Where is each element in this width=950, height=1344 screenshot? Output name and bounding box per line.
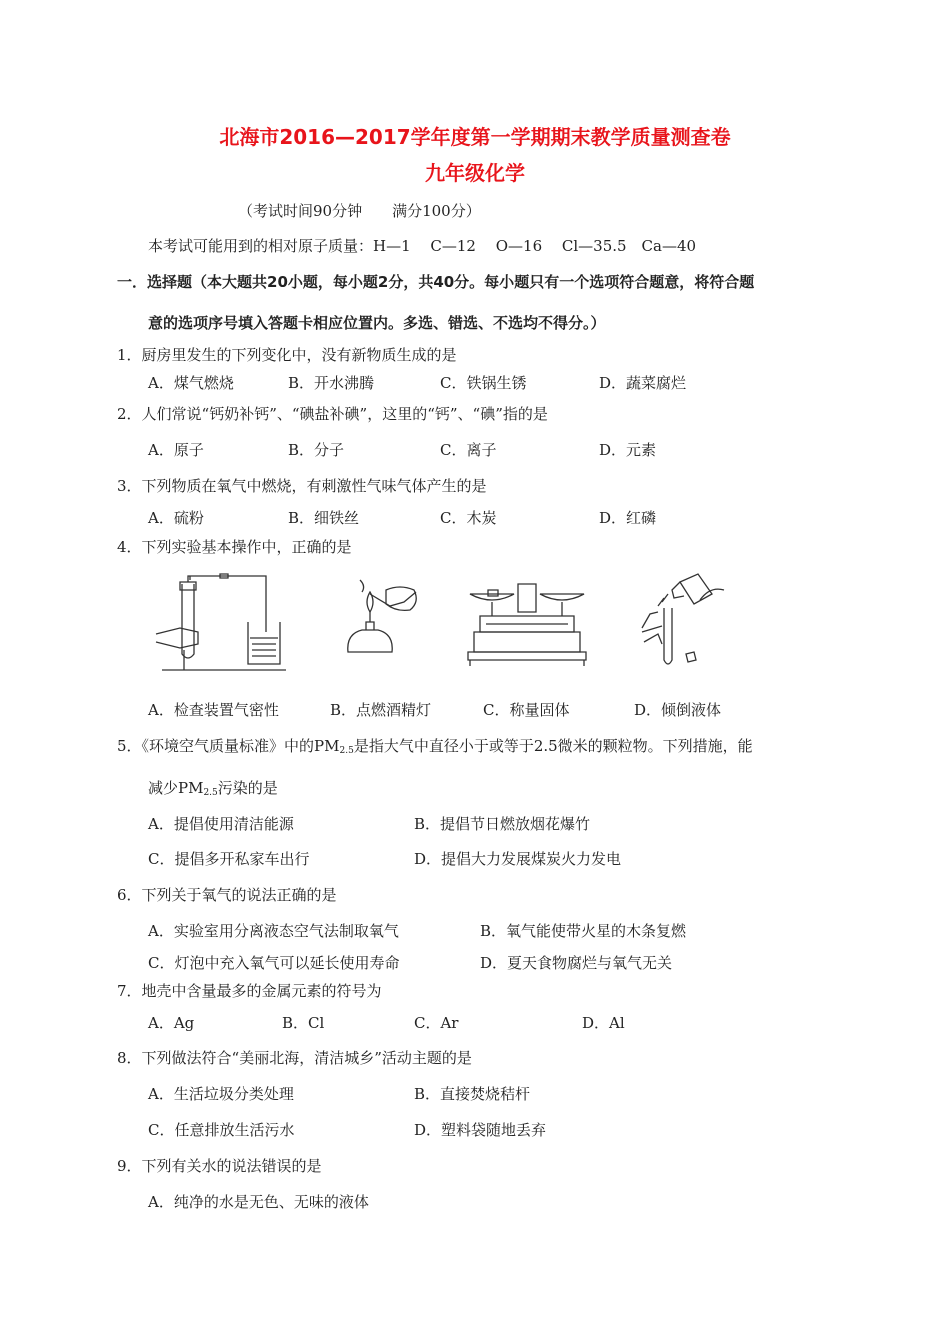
q5-option-c: C．提倡多开私家车出行 — [148, 850, 310, 868]
pouring-liquid-illustration — [628, 572, 728, 672]
q2-option-b: B．分子 — [288, 441, 345, 459]
q8-option-a: A．生活垃圾分类处理 — [148, 1085, 294, 1103]
alcohol-lamp-illustration — [330, 572, 430, 672]
exam-info: （考试时间90分钟 满分100分） — [238, 202, 481, 220]
question-5-stem-cont: 减少$PM_{2.5}$污染的是 — [148, 779, 278, 798]
q3-option-d: D．红磷 — [599, 509, 657, 527]
balance-illustration — [462, 572, 592, 672]
question-2-stem: 2．人们常说“钙奶补钙”、“碘盐补碘”，这里的“钙”、“碘”指的是 — [117, 405, 548, 423]
q1-option-d: D．蔬菜腐烂 — [599, 374, 687, 392]
q1-option-b: B．开水沸腾 — [288, 374, 375, 392]
q8-option-d: D．塑料袋随地丢弃 — [414, 1121, 547, 1139]
page-title: 北海市2016—2017学年度第一学期期末教学质量测查卷 — [219, 125, 731, 149]
q7-option-d: D．Al — [582, 1014, 625, 1032]
q7-option-a: A．Ag — [148, 1014, 195, 1032]
q8-option-c: C．任意排放生活污水 — [148, 1121, 295, 1139]
question-3-stem: 3．下列物质在氧气中燃烧，有刺激性气味气体产生的是 — [117, 477, 487, 495]
atomic-mass-info: 本考试可能用到的相对原子质量：H—1 C—12 O—16 Cl—35.5 Ca—40 — [148, 237, 697, 255]
question-1-stem: 1．厨房里发生的下列变化中，没有新物质生成的是 — [117, 346, 457, 364]
q6-option-a: A．实验室用分离液态空气法制取氧气 — [148, 922, 399, 940]
question-9-stem: 9．下列有关水的说法错误的是 — [117, 1157, 322, 1175]
q7-option-b: B．Cl — [282, 1014, 325, 1032]
q5-option-b: B．提倡节日燃放烟花爆竹 — [414, 815, 591, 833]
question-6-stem: 6．下列关于氧气的说法正确的是 — [117, 886, 337, 904]
q2-option-a: A．原子 — [148, 441, 204, 459]
question-7-stem: 7．地壳中含量最多的金属元素的符号为 — [117, 982, 382, 1000]
page-subtitle: 九年级化学 — [425, 161, 525, 185]
q4-option-c: C．称量固体 — [483, 701, 570, 719]
q9-option-a: A．纯净的水是无色、无味的液体 — [148, 1193, 369, 1211]
q6-option-d: D．夏天食物腐烂与氧气无关 — [480, 954, 673, 972]
q6-option-b: B．氧气能使带火星的木条复燃 — [480, 922, 687, 940]
q7-option-c: C．Ar — [414, 1014, 459, 1032]
question-5-stem: 5．《环境空气质量标准》中的$PM_{2.5}$是指大气中直径小于或等于2.5微米的颗粒物。下列措施，能 — [117, 737, 753, 756]
q1-option-a: A．煤气燃烧 — [148, 374, 234, 392]
q4-option-d: D．倾倒液体 — [634, 701, 722, 719]
q8-option-b: B．直接焚烧秸杆 — [414, 1085, 531, 1103]
question-4-stem: 4．下列实验基本操作中，正确的是 — [117, 538, 352, 556]
q4-option-a: A．检查装置气密性 — [148, 701, 279, 719]
q5-option-d: D．提倡大力发展煤炭火力发电 — [414, 850, 622, 868]
airtightness-check-illustration — [150, 572, 290, 672]
q3-option-a: A．硫粉 — [148, 509, 204, 527]
q3-option-b: B．细铁丝 — [288, 509, 360, 527]
section-heading-cont: 意的选项序号填入答题卡相应位置内。多选、错选、不选均不得分。） — [148, 314, 606, 332]
q4-option-b: B．点燃酒精灯 — [330, 701, 432, 719]
q2-option-c: C．离子 — [440, 441, 497, 459]
q6-option-c: C．灯泡中充入氧气可以延长使用寿命 — [148, 954, 400, 972]
q3-option-c: C．木炭 — [440, 509, 497, 527]
q1-option-c: C．铁锅生锈 — [440, 374, 527, 392]
q5-option-a: A．提倡使用清洁能源 — [148, 815, 294, 833]
q2-option-d: D．元素 — [599, 441, 657, 459]
section-heading: 一．选择题（本大题共20小题，每小题2分，共40分。每小题只有一个选项符合题意，将符合题 — [117, 273, 755, 291]
question-8-stem: 8．下列做法符合“美丽北海，清洁城乡”活动主题的是 — [117, 1049, 472, 1067]
